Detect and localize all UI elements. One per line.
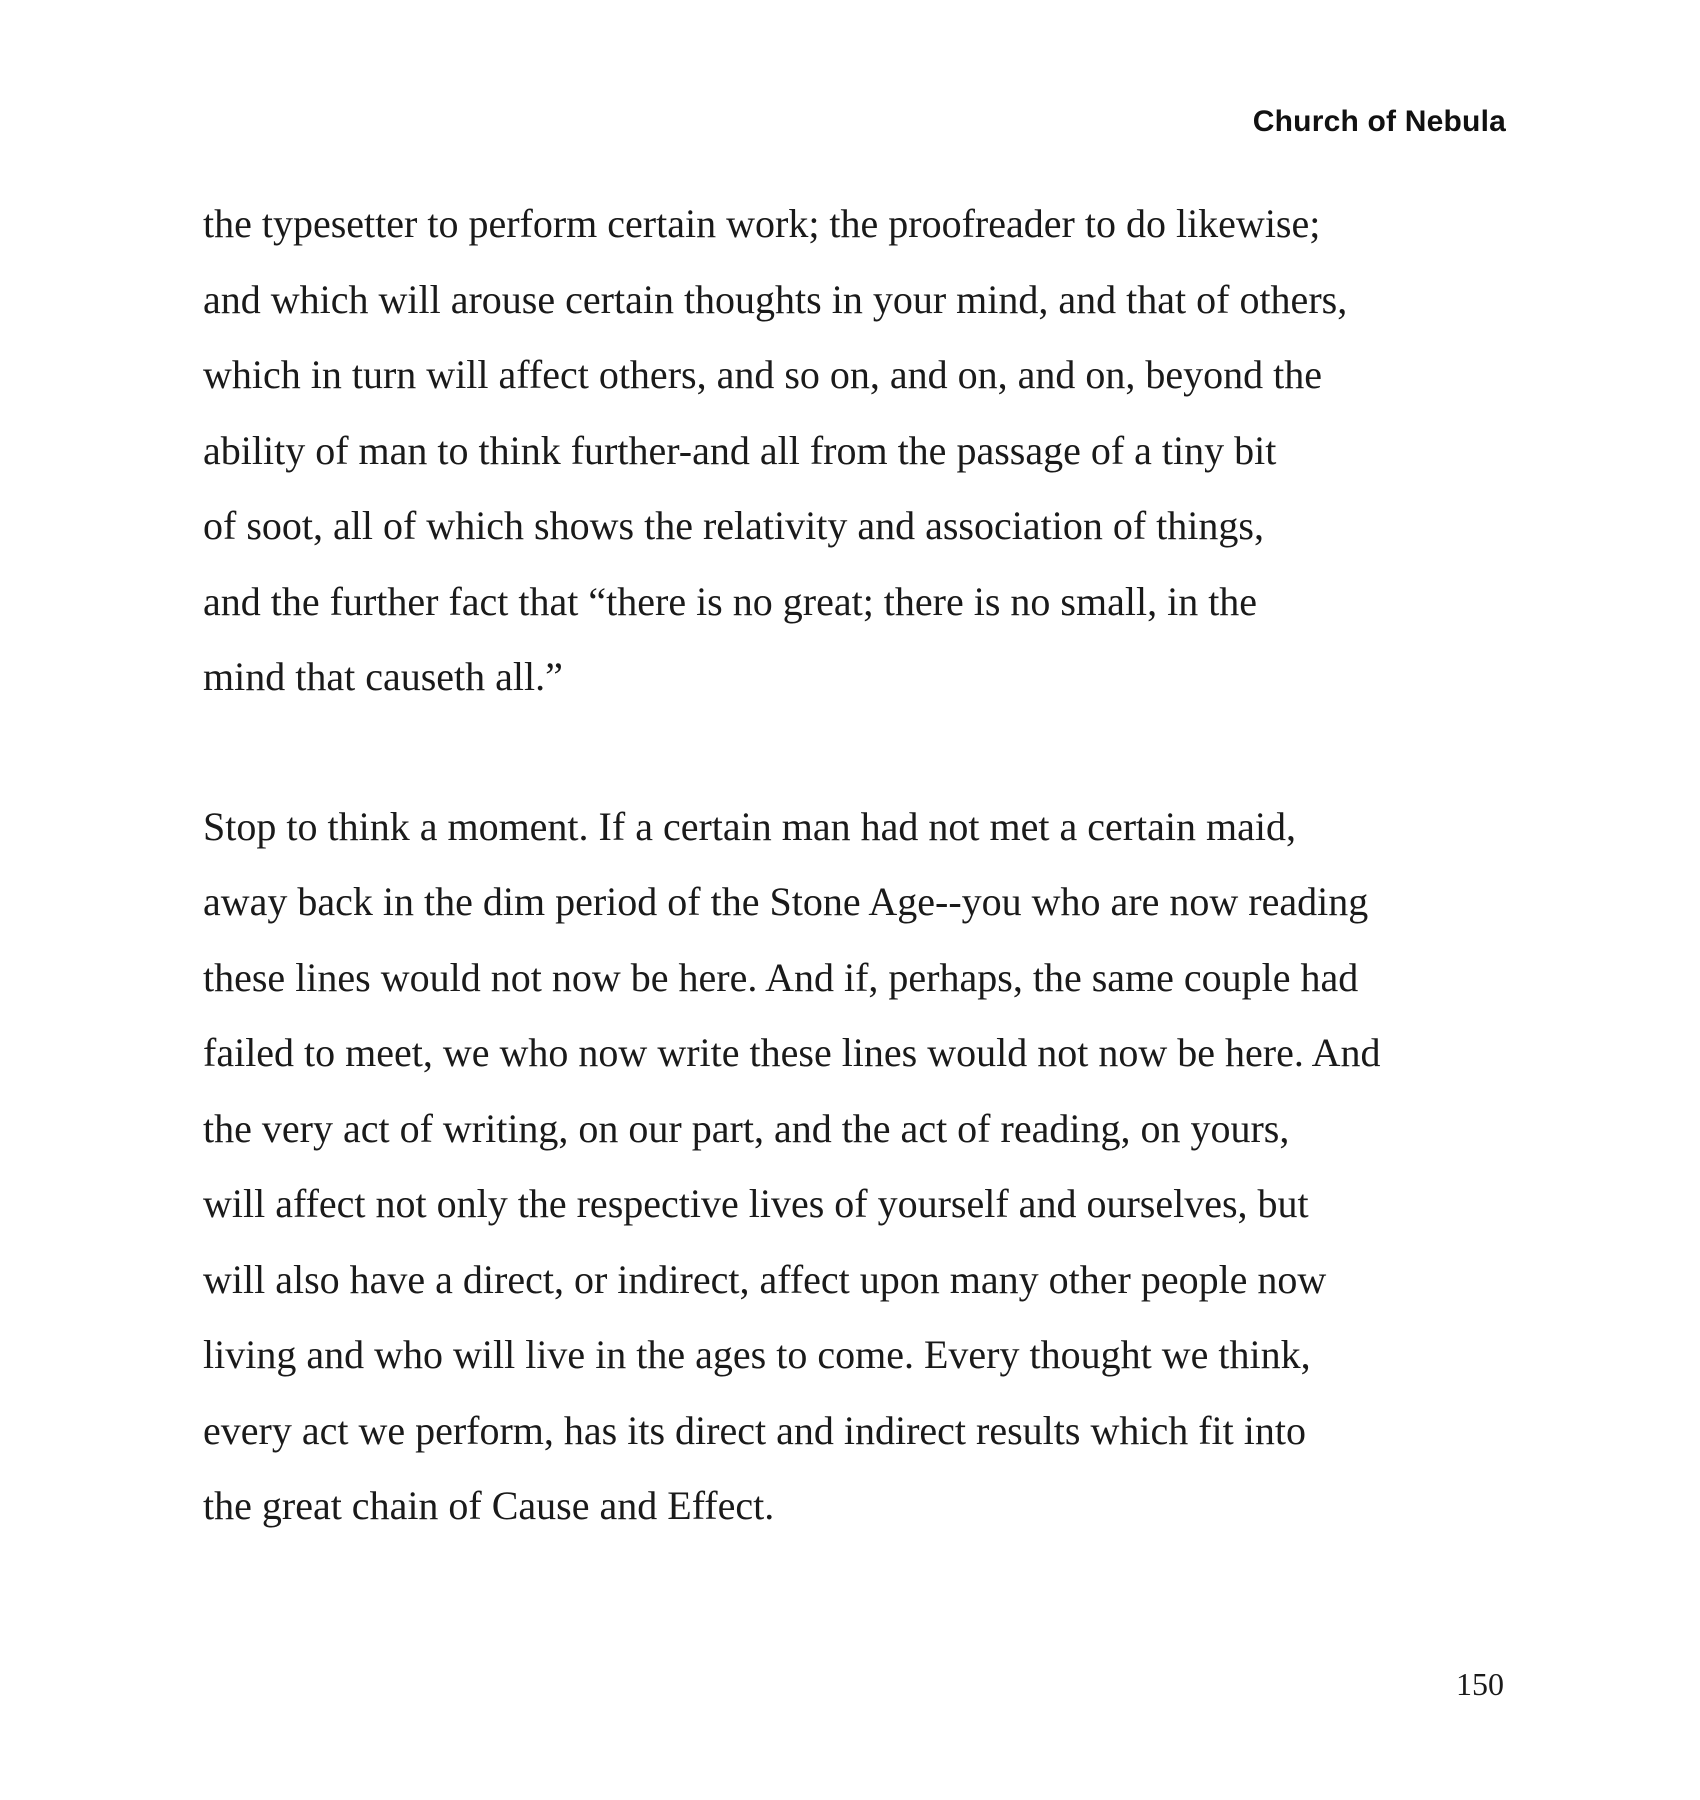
text-line: and the further fact that “there is no great; there is no small, in the: [203, 578, 1258, 624]
text-line: mind that causeth all.”: [203, 654, 563, 699]
text-line: every act we perform, has its direct and indirect results which fit into: [203, 1407, 1306, 1453]
text-line: ability of man to think further-and all from the passage of a tiny bit: [203, 427, 1277, 473]
text-line: these lines would not now be here. And if, perhaps, the same couple had: [203, 954, 1359, 1000]
paragraph-2: [203, 789, 1523, 1544]
text-line: will also have a direct, or indirect, affect upon many other people now: [203, 1256, 1327, 1302]
text-line: Stop to think a moment. If a certain man had not met a certain maid,: [203, 803, 1297, 849]
running-header-title: Church of Nebula: [1252, 105, 1506, 138]
body-text: [203, 186, 1523, 1544]
page-number: 150: [1456, 1666, 1504, 1702]
text-line: the great chain of Cause and Effect.: [203, 1483, 775, 1528]
text-line: which in turn will affect others, and so on, and on, and on, beyond the: [203, 352, 1323, 397]
text-line: of soot, all of which shows the relativity and association of things,: [203, 503, 1264, 548]
text-line: will affect not only the respective lives of yourself and ourselves, but: [203, 1181, 1309, 1226]
text-line: the typesetter to perform certain work; the proofreader to do likewise;: [203, 201, 1321, 246]
text-line: failed to meet, we who now write these lines would not now be here. And: [203, 1030, 1381, 1075]
text-line: away back in the dim period of the Stone Age--you who are now reading: [203, 879, 1369, 924]
paragraph-1: [203, 186, 1523, 715]
text-line: living and who will live in the ages to come. Every thought we think,: [203, 1332, 1311, 1377]
text-line: and which will arouse certain thoughts in your mind, and that of others,: [203, 276, 1348, 322]
text-line: the very act of writing, on our part, and the act of reading, on yours,: [203, 1105, 1290, 1151]
